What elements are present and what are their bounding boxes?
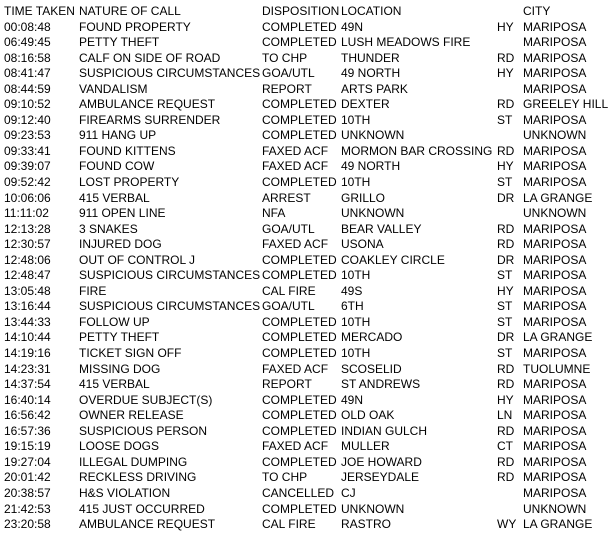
city-cell: MARIPOSA bbox=[523, 112, 587, 127]
header-nature-of-call: NATURE OF CALL bbox=[79, 4, 181, 18]
nature-of-call-cell: MISSING DOG bbox=[79, 361, 161, 376]
street-suffix-cell: DR bbox=[497, 330, 515, 345]
city-cell: MARIPOSA bbox=[523, 439, 587, 454]
street-suffix-cell: RD bbox=[497, 361, 515, 376]
city-cell: LA GRANGE bbox=[523, 190, 593, 205]
city-cell: MARIPOSA bbox=[523, 346, 587, 361]
time-taken-cell: 13:16:44 bbox=[4, 299, 51, 314]
table-row bbox=[4, 330, 614, 346]
disposition-cell: COMPLETED bbox=[262, 501, 337, 516]
disposition-cell: GOA/UTL bbox=[262, 66, 315, 81]
nature-of-call-cell: RECKLESS DRIVING bbox=[79, 470, 197, 485]
time-taken-cell: 12:48:06 bbox=[4, 252, 51, 267]
street-suffix-cell: ST bbox=[497, 299, 513, 314]
time-taken-cell: 00:08:48 bbox=[4, 19, 51, 34]
street-suffix-cell: RD bbox=[497, 143, 515, 158]
location-cell: ARTS PARK bbox=[341, 81, 408, 96]
call-rows bbox=[4, 20, 614, 533]
time-taken-cell: 14:10:44 bbox=[4, 330, 51, 345]
table-row bbox=[4, 299, 614, 315]
nature-of-call-cell: FIRE bbox=[79, 283, 107, 298]
city-cell: MARIPOSA bbox=[523, 485, 587, 500]
table-row bbox=[4, 128, 614, 144]
table-row bbox=[4, 362, 614, 378]
city-cell: MARIPOSA bbox=[523, 19, 587, 34]
table-row bbox=[4, 113, 614, 129]
nature-of-call-cell: 911 HANG UP bbox=[79, 128, 157, 143]
header-row bbox=[4, 4, 614, 20]
street-suffix-cell: HY bbox=[497, 159, 514, 174]
street-suffix-cell: RD bbox=[497, 377, 515, 392]
time-taken-cell: 09:39:07 bbox=[4, 159, 51, 174]
location-cell: MULLER bbox=[341, 439, 390, 454]
disposition-cell: CAL FIRE bbox=[262, 283, 316, 298]
table-row bbox=[4, 439, 614, 455]
disposition-cell: COMPLETED bbox=[262, 346, 337, 361]
table-row bbox=[4, 315, 614, 331]
time-taken-cell: 10:06:06 bbox=[4, 190, 51, 205]
nature-of-call-cell: PETTY THEFT bbox=[79, 35, 160, 50]
city-cell: MARIPOSA bbox=[523, 268, 587, 283]
location-cell: JOE HOWARD bbox=[341, 454, 422, 469]
table-row bbox=[4, 66, 614, 82]
location-cell: 10TH bbox=[341, 268, 371, 283]
time-taken-cell: 06:49:45 bbox=[4, 35, 51, 50]
location-cell: INDIAN GULCH bbox=[341, 423, 428, 438]
disposition-cell: FAXED ACF bbox=[262, 143, 329, 158]
location-cell: 6TH bbox=[341, 299, 364, 314]
nature-of-call-cell: SUSPICIOUS CIRCUMSTANCES bbox=[79, 66, 261, 81]
table-row bbox=[4, 35, 614, 51]
location-cell: 10TH bbox=[341, 175, 371, 190]
nature-of-call-cell: FOUND COW bbox=[79, 159, 155, 174]
location-cell: UNKNOWN bbox=[341, 501, 405, 516]
city-cell: UNKNOWN bbox=[523, 128, 587, 143]
table-row bbox=[4, 222, 614, 238]
table-row bbox=[4, 175, 614, 191]
time-taken-cell: 08:41:47 bbox=[4, 66, 51, 81]
disposition-cell: COMPLETED bbox=[262, 423, 337, 438]
city-cell: UNKNOWN bbox=[523, 206, 587, 221]
nature-of-call-cell: SUSPICIOUS PERSON bbox=[79, 423, 208, 438]
disposition-cell: COMPLETED bbox=[262, 252, 337, 267]
city-cell: MARIPOSA bbox=[523, 143, 587, 158]
table-row bbox=[4, 470, 614, 486]
nature-of-call-cell: INJURED DOG bbox=[79, 237, 162, 252]
location-cell: ST ANDREWS bbox=[341, 377, 421, 392]
city-cell: TUOLUMNE bbox=[523, 361, 591, 376]
disposition-cell: COMPLETED bbox=[262, 408, 337, 423]
location-cell: 49N bbox=[341, 19, 364, 34]
city-cell: MARIPOSA bbox=[523, 408, 587, 423]
location-cell: THUNDER bbox=[341, 50, 400, 65]
street-suffix-cell: HY bbox=[497, 392, 514, 407]
street-suffix-cell: ST bbox=[497, 175, 513, 190]
location-cell: 49 NORTH bbox=[341, 159, 401, 174]
city-cell: MARIPOSA bbox=[523, 35, 587, 50]
disposition-cell: GOA/UTL bbox=[262, 221, 315, 236]
disposition-cell: CAL FIRE bbox=[262, 517, 316, 532]
nature-of-call-cell: LOST PROPERTY bbox=[79, 175, 180, 190]
table-row bbox=[4, 51, 614, 67]
time-taken-cell: 14:23:31 bbox=[4, 361, 51, 376]
nature-of-call-cell: PETTY THEFT bbox=[79, 330, 160, 345]
nature-of-call-cell: FOLLOW UP bbox=[79, 314, 150, 329]
city-cell: MARIPOSA bbox=[523, 470, 587, 485]
disposition-cell: FAXED ACF bbox=[262, 439, 329, 454]
location-cell: LUSH MEADOWS FIRE bbox=[341, 35, 471, 50]
city-cell: MARIPOSA bbox=[523, 237, 587, 252]
city-cell: LA GRANGE bbox=[523, 330, 593, 345]
city-cell: MARIPOSA bbox=[523, 423, 587, 438]
time-taken-cell: 11:11:02 bbox=[4, 206, 49, 221]
disposition-cell: COMPLETED bbox=[262, 330, 337, 345]
nature-of-call-cell: ILLEGAL DUMPING bbox=[79, 454, 188, 469]
location-cell: UNKNOWN bbox=[341, 206, 405, 221]
location-cell: 49N bbox=[341, 392, 364, 407]
header-time-taken: TIME TAKEN bbox=[4, 4, 75, 18]
street-suffix-cell: RD bbox=[497, 50, 515, 65]
street-suffix-cell: RD bbox=[497, 454, 515, 469]
table-row bbox=[4, 191, 614, 207]
disposition-cell: COMPLETED bbox=[262, 97, 337, 112]
nature-of-call-cell: 3 SNAKES bbox=[79, 221, 138, 236]
nature-of-call-cell: AMBULANCE REQUEST bbox=[79, 517, 216, 532]
location-cell: OLD OAK bbox=[341, 408, 395, 423]
disposition-cell: COMPLETED bbox=[262, 268, 337, 283]
disposition-cell: FAXED ACF bbox=[262, 237, 329, 252]
city-cell: GREELEY HILL bbox=[523, 97, 609, 112]
nature-of-call-cell: TICKET SIGN OFF bbox=[79, 346, 182, 361]
location-cell: GRILLO bbox=[341, 190, 386, 205]
time-taken-cell: 13:05:48 bbox=[4, 283, 51, 298]
street-suffix-cell: WY bbox=[497, 517, 517, 532]
table-row bbox=[4, 408, 614, 424]
nature-of-call-cell: FOUND PROPERTY bbox=[79, 19, 191, 34]
street-suffix-cell: DR bbox=[497, 252, 515, 267]
street-suffix-cell: RD bbox=[497, 423, 515, 438]
table-row bbox=[4, 455, 614, 471]
city-cell: MARIPOSA bbox=[523, 81, 587, 96]
disposition-cell: COMPLETED bbox=[262, 35, 337, 50]
city-cell: MARIPOSA bbox=[523, 283, 587, 298]
city-cell: MARIPOSA bbox=[523, 66, 587, 81]
time-taken-cell: 09:23:53 bbox=[4, 128, 51, 143]
nature-of-call-cell: AMBULANCE REQUEST bbox=[79, 97, 216, 112]
time-taken-cell: 12:48:47 bbox=[4, 268, 51, 283]
location-cell: COAKLEY CIRCLE bbox=[341, 252, 445, 267]
nature-of-call-cell: VANDALISM bbox=[79, 81, 148, 96]
location-cell: 10TH bbox=[341, 314, 371, 329]
nature-of-call-cell: FIREARMS SURRENDER bbox=[79, 112, 221, 127]
disposition-cell: ARREST bbox=[262, 190, 311, 205]
time-taken-cell: 16:57:36 bbox=[4, 423, 51, 438]
street-suffix-cell: CT bbox=[497, 439, 513, 454]
location-cell: BEAR VALLEY bbox=[341, 221, 422, 236]
disposition-cell: TO CHP bbox=[262, 50, 308, 65]
location-cell: 10TH bbox=[341, 112, 371, 127]
location-cell: UNKNOWN bbox=[341, 128, 405, 143]
table-row bbox=[4, 268, 614, 284]
disposition-cell: COMPLETED bbox=[262, 454, 337, 469]
location-cell: 49S bbox=[341, 283, 363, 298]
table-row bbox=[4, 97, 614, 113]
call-log bbox=[4, 4, 614, 533]
disposition-cell: CANCELLED bbox=[262, 485, 335, 500]
street-suffix-cell: ST bbox=[497, 112, 513, 127]
time-taken-cell: 12:13:28 bbox=[4, 221, 51, 236]
disposition-cell: FAXED ACF bbox=[262, 361, 329, 376]
time-taken-cell: 09:12:40 bbox=[4, 112, 51, 127]
nature-of-call-cell: 911 OPEN LINE bbox=[79, 206, 166, 221]
disposition-cell: REPORT bbox=[262, 81, 312, 96]
disposition-cell: COMPLETED bbox=[262, 112, 337, 127]
disposition-cell: TO CHP bbox=[262, 470, 308, 485]
table-row bbox=[4, 517, 614, 533]
nature-of-call-cell: OWNER RELEASE bbox=[79, 408, 184, 423]
header-city: CITY bbox=[523, 4, 551, 18]
location-cell: MERCADO bbox=[341, 330, 403, 345]
city-cell: MARIPOSA bbox=[523, 159, 587, 174]
header-disposition: DISPOSITION bbox=[262, 4, 340, 18]
time-taken-cell: 08:44:59 bbox=[4, 81, 51, 96]
city-cell: MARIPOSA bbox=[523, 175, 587, 190]
nature-of-call-cell: LOOSE DOGS bbox=[79, 439, 160, 454]
table-row bbox=[4, 284, 614, 300]
nature-of-call-cell: 415 JUST OCCURRED bbox=[79, 501, 205, 516]
nature-of-call-cell: CALF ON SIDE OF ROAD bbox=[79, 50, 221, 65]
street-suffix-cell: ST bbox=[497, 268, 513, 283]
nature-of-call-cell: 415 VERBAL bbox=[79, 377, 150, 392]
disposition-cell: COMPLETED bbox=[262, 128, 337, 143]
table-row bbox=[4, 393, 614, 409]
disposition-cell: COMPLETED bbox=[262, 175, 337, 190]
table-row bbox=[4, 346, 614, 362]
table-row bbox=[4, 82, 614, 98]
table-row bbox=[4, 206, 614, 222]
table-row bbox=[4, 377, 614, 393]
city-cell: UNKNOWN bbox=[523, 501, 587, 516]
disposition-cell: NFA bbox=[262, 206, 286, 221]
nature-of-call-cell: SUSPICIOUS CIRCUMSTANCES bbox=[79, 268, 261, 283]
street-suffix-cell: HY bbox=[497, 283, 514, 298]
city-cell: MARIPOSA bbox=[523, 392, 587, 407]
table-row bbox=[4, 424, 614, 440]
street-suffix-cell: HY bbox=[497, 19, 514, 34]
time-taken-cell: 14:37:54 bbox=[4, 377, 51, 392]
location-cell: CJ bbox=[341, 485, 356, 500]
street-suffix-cell: RD bbox=[497, 221, 515, 236]
street-suffix-cell: ST bbox=[497, 346, 513, 361]
nature-of-call-cell: OVERDUE SUBJECT(S) bbox=[79, 392, 213, 407]
nature-of-call-cell: 415 VERBAL bbox=[79, 190, 150, 205]
city-cell: MARIPOSA bbox=[523, 314, 587, 329]
table-row bbox=[4, 237, 614, 253]
time-taken-cell: 09:33:41 bbox=[4, 143, 51, 158]
city-cell: LA GRANGE bbox=[523, 517, 593, 532]
nature-of-call-cell: SUSPICIOUS CIRCUMSTANCES bbox=[79, 299, 261, 314]
disposition-cell: COMPLETED bbox=[262, 314, 337, 329]
time-taken-cell: 23:20:58 bbox=[4, 517, 51, 532]
time-taken-cell: 08:16:58 bbox=[4, 50, 51, 65]
time-taken-cell: 19:15:19 bbox=[4, 439, 51, 454]
street-suffix-cell: LN bbox=[497, 408, 513, 423]
location-cell: 10TH bbox=[341, 346, 371, 361]
location-cell: 49 NORTH bbox=[341, 66, 401, 81]
table-row bbox=[4, 502, 614, 518]
location-cell: MORMON BAR CROSSING bbox=[341, 143, 493, 158]
time-taken-cell: 19:27:04 bbox=[4, 454, 51, 469]
location-cell: DEXTER bbox=[341, 97, 390, 112]
table-row bbox=[4, 20, 614, 36]
disposition-cell: COMPLETED bbox=[262, 392, 337, 407]
time-taken-cell: 09:52:42 bbox=[4, 175, 51, 190]
time-taken-cell: 12:30:57 bbox=[4, 237, 51, 252]
table-row bbox=[4, 486, 614, 502]
time-taken-cell: 16:56:42 bbox=[4, 408, 51, 423]
time-taken-cell: 16:40:14 bbox=[4, 392, 51, 407]
header-location: LOCATION bbox=[341, 4, 402, 18]
street-suffix-cell: HY bbox=[497, 66, 514, 81]
street-suffix-cell: RD bbox=[497, 470, 515, 485]
disposition-cell: COMPLETED bbox=[262, 19, 337, 34]
city-cell: MARIPOSA bbox=[523, 50, 587, 65]
disposition-cell: GOA/UTL bbox=[262, 299, 315, 314]
street-suffix-cell: DR bbox=[497, 190, 515, 205]
time-taken-cell: 14:19:16 bbox=[4, 346, 51, 361]
nature-of-call-cell: FOUND KITTENS bbox=[79, 143, 176, 158]
location-cell: RASTRO bbox=[341, 517, 392, 532]
disposition-cell: REPORT bbox=[262, 377, 312, 392]
city-cell: MARIPOSA bbox=[523, 252, 587, 267]
nature-of-call-cell: H&S VIOLATION bbox=[79, 485, 171, 500]
city-cell: MARIPOSA bbox=[523, 454, 587, 469]
time-taken-cell: 20:38:57 bbox=[4, 485, 51, 500]
city-cell: MARIPOSA bbox=[523, 221, 587, 236]
nature-of-call-cell: OUT OF CONTROL J bbox=[79, 252, 196, 267]
city-cell: MARIPOSA bbox=[523, 377, 587, 392]
location-cell: USONA bbox=[341, 237, 384, 252]
table-row bbox=[4, 253, 614, 269]
time-taken-cell: 09:10:52 bbox=[4, 97, 51, 112]
location-cell: SCOSELID bbox=[341, 361, 402, 376]
location-cell: JERSEYDALE bbox=[341, 470, 420, 485]
time-taken-cell: 21:42:53 bbox=[4, 501, 51, 516]
table-row bbox=[4, 159, 614, 175]
city-cell: MARIPOSA bbox=[523, 299, 587, 314]
time-taken-cell: 13:44:33 bbox=[4, 314, 51, 329]
street-suffix-cell: RD bbox=[497, 97, 515, 112]
street-suffix-cell: RD bbox=[497, 237, 515, 252]
time-taken-cell: 20:01:42 bbox=[4, 470, 51, 485]
street-suffix-cell: ST bbox=[497, 314, 513, 329]
table-row bbox=[4, 144, 614, 160]
disposition-cell: FAXED ACF bbox=[262, 159, 329, 174]
